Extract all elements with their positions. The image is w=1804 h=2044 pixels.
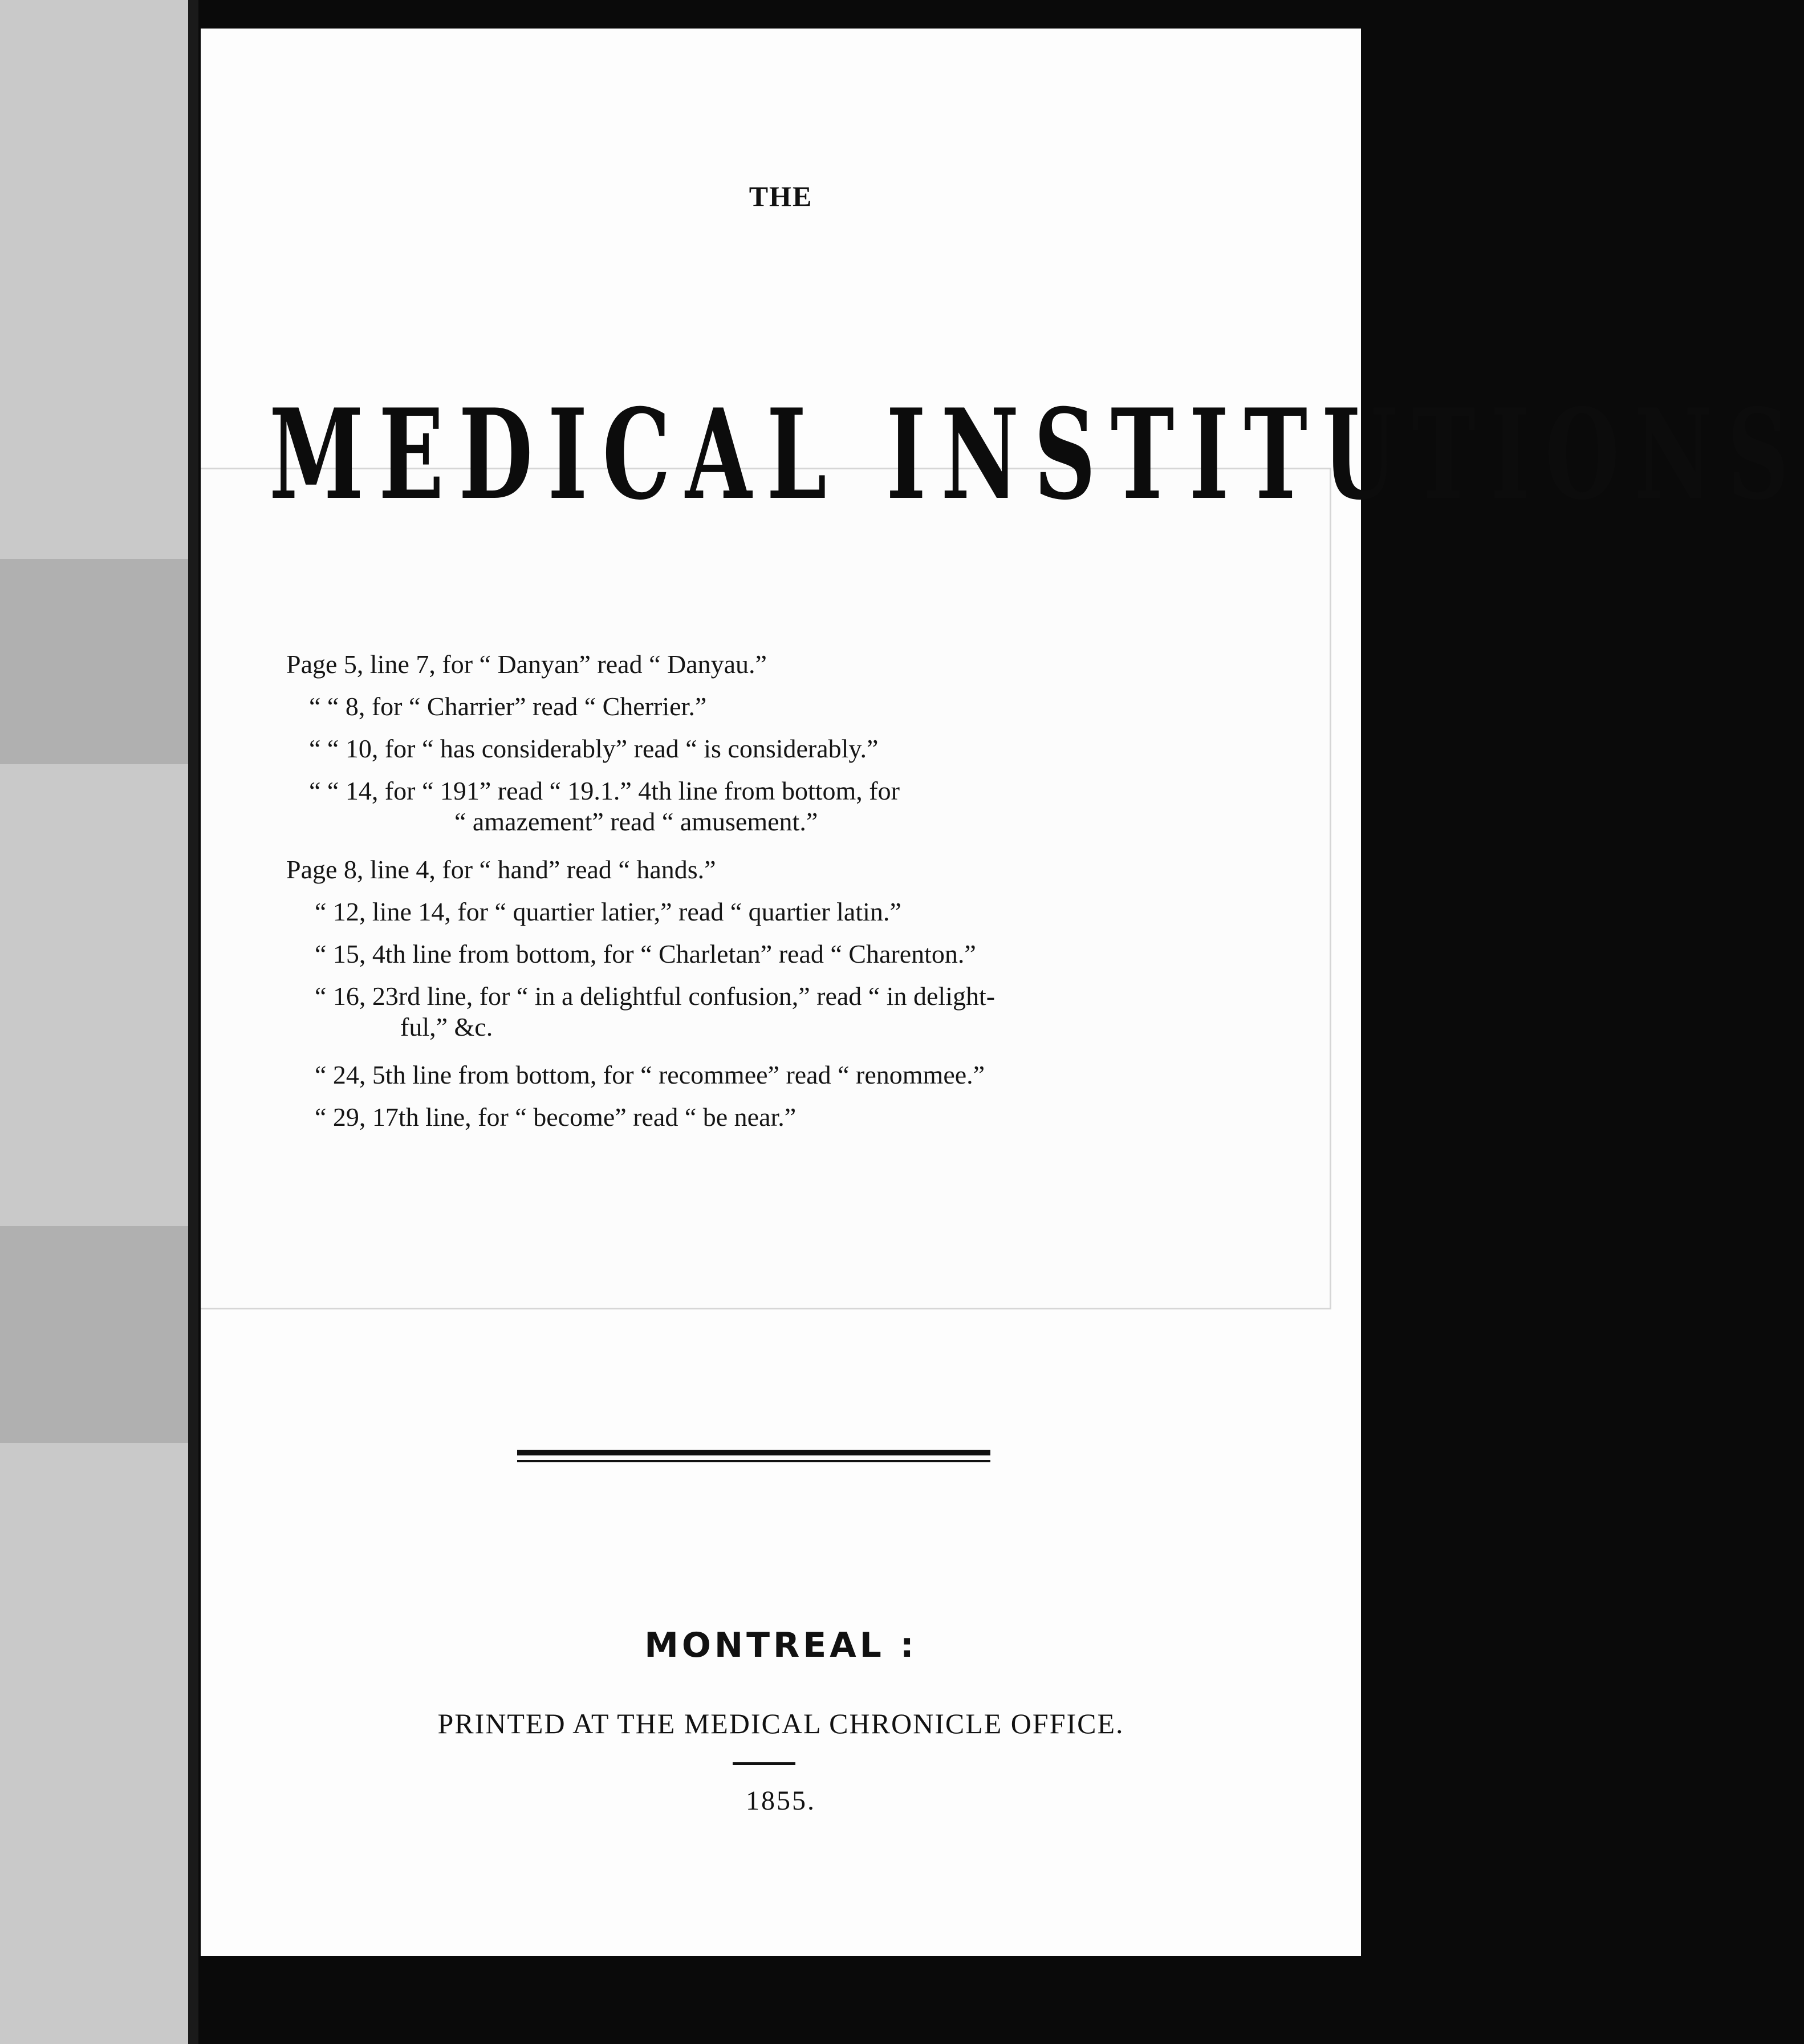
errata-line: “ amazement” read “ amusement.” (454, 807, 818, 836)
errata-line: “ 15, 4th line from bottom, for “ Charletan” read “ Charenton.” (315, 939, 976, 968)
book-spine (0, 0, 197, 2044)
imprint-place: MONTREAL : (644, 1625, 917, 1665)
errata-line: ful,” &c. (400, 1012, 493, 1041)
rule-thin (517, 1460, 990, 1462)
main-title: MEDICAL INSTITUTIONS (269, 382, 1804, 528)
errata-line: Page 8, line 4, for “ hand” read “ hands.” (286, 855, 716, 884)
spine-shadow (0, 559, 188, 764)
errata-line: “ 12, line 14, for “ quartier latier,” read “ quartier latin.” (315, 897, 901, 926)
rule-thick (517, 1450, 990, 1455)
spine-edge (188, 0, 198, 2044)
imprint-year: 1855. (746, 1786, 816, 1816)
short-rule (733, 1762, 795, 1765)
spine-shadow (0, 1226, 188, 1443)
errata-line: “ “ 8, for “ Charrier” read “ Cherrier.” (309, 692, 707, 721)
errata-line: “ 16, 23rd line, for “ in a delightful confusion,” read “ in delight- (315, 982, 996, 1011)
imprint-printer: PRINTED AT THE MEDICAL CHRONICLE OFFICE. (437, 1708, 1124, 1739)
title-article: THE (749, 180, 813, 212)
errata-slip (201, 468, 1331, 1309)
title-leaf (201, 29, 1804, 1956)
double-rule (517, 1450, 990, 1462)
errata-line: “ 24, 5th line from bottom, for “ recommee” read “ renommee.” (315, 1060, 985, 1089)
errata-line: “ 29, 17th line, for “ become” read “ be near.” (315, 1102, 797, 1132)
errata-line: “ “ 14, for “ 191” read “ 19.1.” 4th line from bottom, for (309, 776, 900, 805)
errata-line: “ “ 10, for “ has considerably” read “ is considerably.” (309, 734, 879, 763)
errata-line: Page 5, line 7, for “ Danyan” read “ Danyau.” (286, 650, 767, 679)
